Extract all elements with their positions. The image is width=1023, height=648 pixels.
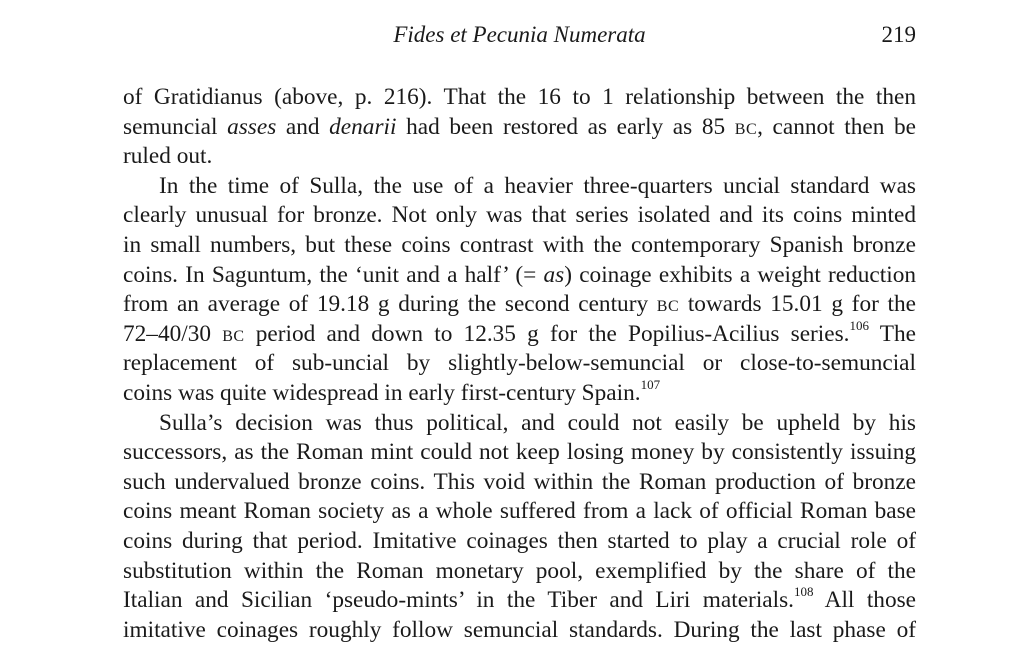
body-text (123, 83, 916, 645)
paragraph-3-line-2: successors, as the Roman mint could not keep losing money by consistently issuing (123, 439, 916, 466)
text-span: semuncial (123, 113, 228, 140)
paragraph-2-line-5 (123, 290, 916, 320)
paragraph-3-line-6: substitution within the Roman monetary pool, exemplified by the share of the (123, 557, 916, 584)
text-span: had been restored as early as 85 (396, 113, 735, 140)
paragraph-3-line-7 (123, 586, 916, 616)
paragraph-2-line-4 (123, 261, 916, 291)
text-span: from an average of 19.18 g during the second century (123, 291, 657, 318)
running-head (123, 0, 916, 47)
text-span: coins was quite widespread in early first-century Spain. (123, 379, 641, 406)
paragraph-2-line-6 (123, 317, 916, 350)
paragraph-1-line-1: of Gratidianus (above, p. 216). That the 16 to 1 relationship between the then (123, 84, 916, 110)
paragraph-3-line-8: imitative coinages roughly follow semuncial standards. During the last phase of (123, 616, 916, 643)
text-span: ) coinage exhibits a weight reduction (564, 261, 916, 288)
paragraph-3-line-5: coins during that period. Imitative coinages then started to play a crucial role of (123, 527, 916, 554)
era-abbreviation: bc (222, 320, 245, 347)
paragraph-2-line-7: replacement of sub-uncial by slightly-below-semuncial or close-to-semuncial (123, 350, 916, 377)
paragraph-2-line-2: clearly unusual for bronze. Not only was that series isolated and its coins minted (123, 202, 916, 229)
running-title: Fides et Pecunia Numerata (393, 22, 646, 47)
latin-term-asses: asses (227, 113, 277, 140)
paragraph-2-line-3: in small numbers, but these coins contrast with the contemporary Spanish bronze (123, 231, 916, 258)
paragraph-3-line-3: such undervalued bronze coins. This void within the Roman production of bronze (123, 468, 916, 495)
text-span: towards 15.01 g for the (679, 291, 916, 318)
paragraph-3-line-1: Sulla’s decision was thus political, and could not easily be upheld by his (159, 409, 916, 436)
paragraph-2-line-1: In the time of Sulla, the use of a heavier three-quarters uncial standard was (159, 172, 916, 199)
latin-term-denarii: denarii (329, 113, 397, 140)
footnote-ref-108[interactable]: 108 (794, 584, 814, 600)
era-abbreviation: bc (656, 291, 680, 318)
book-page (123, 0, 916, 643)
text-span: 72–40/30 (123, 320, 223, 347)
page-number: 219 (881, 22, 916, 47)
paragraph-2-line-8 (123, 379, 916, 409)
footnote-ref-107[interactable]: 107 (640, 377, 661, 393)
footnote-ref-106[interactable]: 106 (849, 317, 869, 333)
paragraph-1-line-2 (123, 113, 916, 143)
text-span: , cannot then be (757, 113, 916, 140)
text-span: period and down to 12.35 g for the Popilius-Acilius series. (244, 320, 850, 347)
text-span: and (276, 113, 330, 140)
text-span: All those (813, 587, 916, 614)
text-span: The (869, 320, 916, 347)
latin-term-as: as (543, 261, 565, 288)
text-span: coins. In Saguntum, the ‘unit and a half’ (= (123, 261, 544, 288)
paragraph-3-line-4: coins meant Roman society as a whole suffered from a lack of official Roman base (123, 498, 916, 525)
era-abbreviation: bc (734, 113, 758, 140)
paragraph-1-line-3: ruled out. (123, 143, 213, 170)
text-span: Italian and Sicilian ‘pseudo-mints’ in the Tiber and Liri materials. (123, 587, 794, 614)
